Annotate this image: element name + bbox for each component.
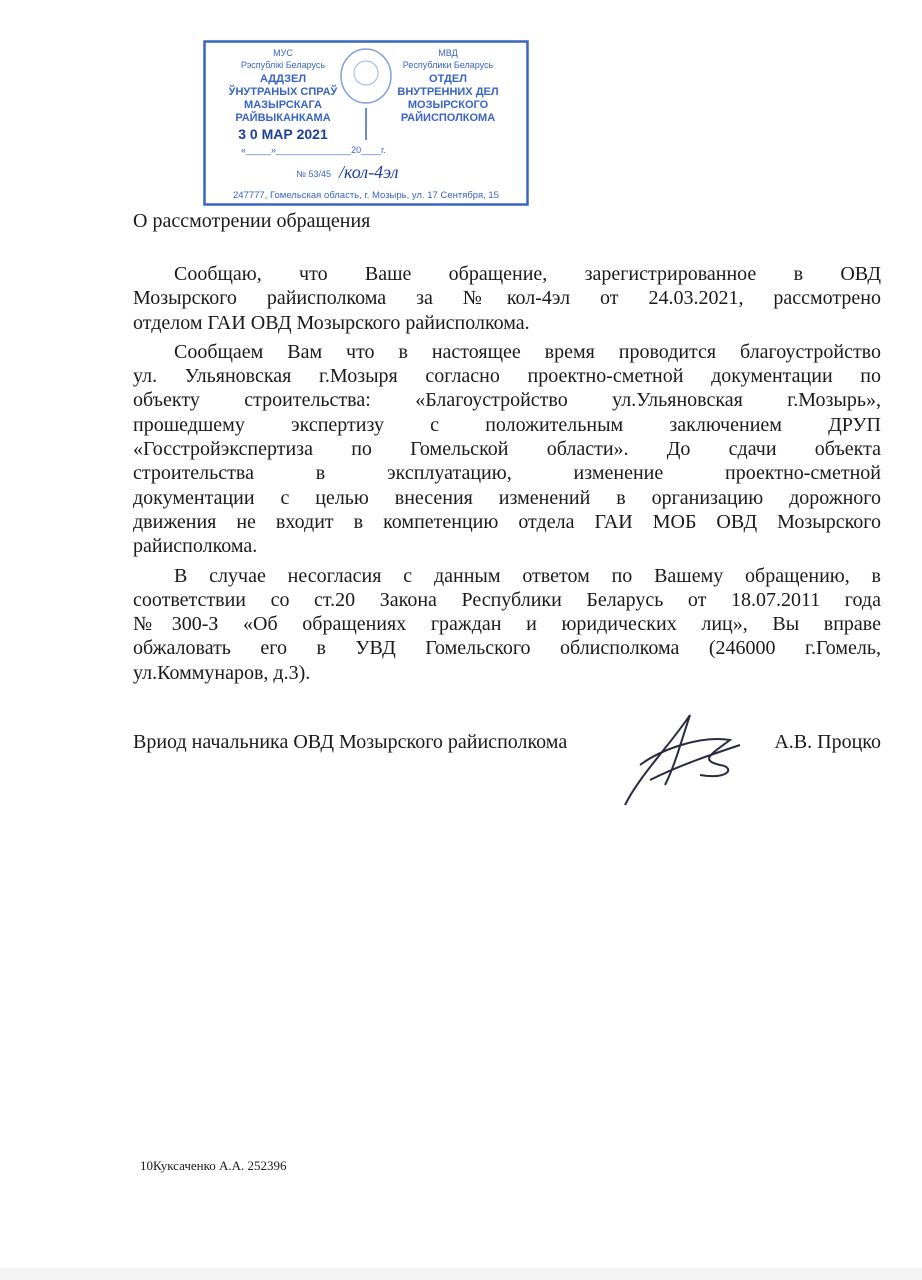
stamp-right-line: ОТДЕЛ xyxy=(429,73,467,85)
stamp-handwritten-ref: /кол-4эл xyxy=(339,162,399,182)
text-line: Мозырского райисполкома за №кол-4эл от 24.03.2021, рассмотрено xyxy=(133,287,881,310)
stamp-right-org: МВД xyxy=(438,48,458,58)
stamp-number: № 53/45 xyxy=(296,169,331,179)
stamp-address: 247777, Гомельская область, г. Мозырь, ул. 17 Сентября, 15 xyxy=(233,190,499,201)
text-line: «Госстройэкспертиза по Гомельской области». До сдачи объекта xyxy=(133,438,881,461)
stamp-right-country: Республики Беларусь xyxy=(402,60,494,70)
text-line: Сообщаем Вам что в настоящее время проводится благоустройство xyxy=(174,340,881,363)
stamp-left-country: Рэспублiкi Беларусь xyxy=(240,60,326,70)
letter-body xyxy=(133,262,881,690)
stamp-left-line: АДДЗЕЛ xyxy=(259,73,307,85)
paragraph xyxy=(133,262,881,335)
text-line: отделом ГАИ ОВД Мозырского райисполкома. xyxy=(133,311,530,334)
handwritten-signature xyxy=(580,705,760,815)
text-line: объекту строительства: «Благоустройство ул.Ульяновская г.Мозырь», xyxy=(133,389,881,412)
signatory-name: А.В. Процко xyxy=(774,731,881,753)
signatory-position: Вриод начальника ОВД Мозырского райисполкома xyxy=(133,731,568,753)
coat-of-arms-icon xyxy=(341,49,391,103)
text-line: соответствии со ст.20 Закона Республики Беларусь от 18.07.2011 года xyxy=(133,588,881,611)
text-line: В случае несогласия с данным ответом по Вашему обращению, в xyxy=(174,564,881,587)
stamp-left-line: РАЙВЫКАНКАМА xyxy=(235,112,331,124)
text-line: строительства в эксплуатацию, изменение проектно-сметной xyxy=(133,462,881,485)
text-line: ул. Ульяновская г.Мозыря согласно проектно-сметной документации по xyxy=(133,365,881,388)
stamp-left-line: ЎНУТРАНЫХ СПРАЎ xyxy=(228,86,338,98)
stamp-date: 3 0 МАР 2021 xyxy=(238,126,328,142)
text-line: обжаловать его в УВД Гомельского облисполкома (246000 г.Гомель, xyxy=(133,637,881,660)
paragraph xyxy=(133,564,881,685)
text-line: документации с целью внесения изменений в организацию дорожного xyxy=(133,486,881,509)
text-line: прошедшему экспертизу с положительным заключением ДРУП xyxy=(133,413,881,436)
text-line: райисполкома. xyxy=(133,535,258,558)
text-line: движения не входит в компетенцию отдела ГАИ МОБ ОВД Мозырского xyxy=(133,510,881,533)
stamp-right-line: ВНУТРЕННИХ ДЕЛ xyxy=(397,86,499,98)
executor-note: 10Куксаченко А.А. 252396 xyxy=(140,1158,287,1173)
text-line: Сообщаю, что Ваше обращение, зарегистрированное в ОВД xyxy=(174,263,881,285)
stamp-right-line: РАЙИСПОЛКОМА xyxy=(400,112,496,124)
stamp-left-line: МАЗЫРСКАГА xyxy=(244,99,322,111)
document-subject: О рассмотрении обращения xyxy=(133,210,371,232)
paragraph xyxy=(133,340,881,559)
bottom-bar xyxy=(0,1268,922,1280)
text-line: ул.Коммунаров, д.3). xyxy=(133,661,311,684)
stamp-right-line: МОЗЫРСКОГО xyxy=(407,99,489,111)
text-line: №300-З «Об обращениях граждан и юридических лиц», Вы вправе xyxy=(133,613,881,636)
stamp-left-org: МУС xyxy=(273,48,293,58)
registration-stamp xyxy=(203,40,529,206)
stamp-date-line: «_____»_______________20____г. xyxy=(241,145,386,155)
